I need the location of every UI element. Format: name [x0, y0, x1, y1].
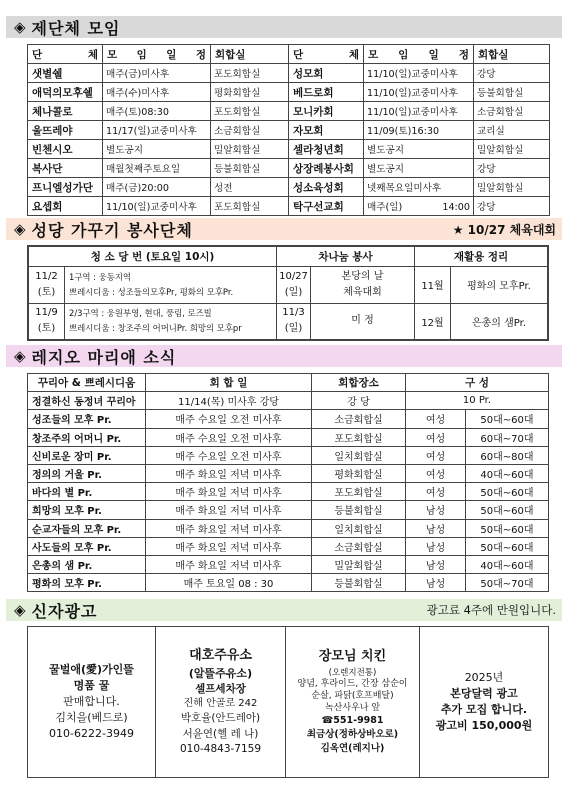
- presidium-name: 평화의 모후 Pr.: [28, 574, 146, 592]
- presidium-line: 쁘레시디움 : 성조들의모후Pr, 평화의 모후Pr.: [69, 286, 234, 297]
- ad-gas-station: 대호주유소 (알뜰주유소) 셀프세차장 진해 안골로 242 박호율(안드레아) 서윤연(헬 레 나) 010-4843-7159: [156, 627, 286, 777]
- detail-line: 미 정: [351, 315, 374, 327]
- group-room: 포도회합실: [211, 102, 289, 121]
- group-schedule: 별도공지: [364, 140, 474, 159]
- presidium-line: 쁘레시디움 : 창조주의 어머니Pr. 희망의 모후pr: [69, 323, 242, 334]
- table-row: [28, 102, 550, 121]
- diamond-bullet-icon: ◈: [14, 17, 26, 36]
- col-header-cleaning: 청 소 당 번 (토요일 10시): [29, 247, 277, 267]
- volunteer-table: [27, 245, 549, 341]
- member-gender: 남성: [406, 501, 466, 519]
- sports-day-note: ★ 10/27 체육대회: [452, 222, 556, 237]
- member-gender: 여성: [406, 446, 466, 464]
- member-age-range: 40대~60대: [466, 555, 549, 573]
- date-line: 11/3: [282, 307, 305, 319]
- meeting-place: 평화회합실: [312, 464, 406, 482]
- group-room: 강당: [474, 64, 550, 83]
- col-header-place: 회합장소: [312, 374, 406, 392]
- detail-line: 체육대회: [343, 286, 382, 298]
- group-name: 체나콜로: [28, 102, 103, 121]
- presidium-name: 창조주의 어머니 Pr.: [28, 428, 146, 446]
- col-header-schedule: 모 임 일 정: [364, 45, 474, 64]
- group-schedule: 매주(금)20:00: [103, 178, 211, 197]
- curia-name: 정결하신 동정녀 꾸리아: [28, 392, 146, 410]
- cleaning-assignment: [65, 267, 277, 304]
- group-name: 울뜨레야: [28, 121, 103, 140]
- curia-meeting: 11/14(목) 미사후 강당: [146, 392, 312, 410]
- group-room: 포도회합실: [211, 64, 289, 83]
- weekday-line: (토): [37, 323, 56, 335]
- date-line: 11/2: [35, 270, 58, 282]
- meeting-time: 매주 화요일 저녁 미사후: [146, 519, 312, 537]
- group-schedule: 매주(토)08:30: [103, 102, 211, 121]
- group-schedule: 11/09(토)16:30: [364, 121, 474, 140]
- group-room: 소금회합실: [211, 121, 289, 140]
- group-room: 밀알회합실: [474, 178, 550, 197]
- group-schedule: 11/17(일)교중미사후: [103, 121, 211, 140]
- car-sharing-date: [277, 303, 311, 340]
- car-sharing-detail: [311, 267, 415, 304]
- group-room: 등불회합실: [211, 159, 289, 178]
- group-schedule: 매주(금)미사후: [103, 64, 211, 83]
- section-header-groups: [6, 16, 562, 38]
- car-sharing-detail: [311, 303, 415, 340]
- meeting-time: 매주 화요일 저녁 미사후: [146, 537, 312, 555]
- curia-place: 강 당: [312, 392, 406, 410]
- recycling-presidium: 은총의 샘Pr.: [451, 303, 548, 340]
- table-row: [28, 410, 549, 428]
- col-header-group: 단 체: [289, 45, 364, 64]
- col-header-schedule: 모 임 일 정: [103, 45, 211, 64]
- ads-box: [27, 626, 549, 778]
- group-room: 강당: [474, 159, 550, 178]
- member-gender: 남성: [406, 519, 466, 537]
- date-line: 11/9: [35, 307, 58, 319]
- col-header-room: 회합실: [474, 45, 550, 64]
- member-gender: 남성: [406, 555, 466, 573]
- recycling-presidium: 평화의 모후Pr.: [451, 267, 548, 304]
- col-header-presidium: 꾸리아 & 쁘레시디움: [28, 374, 146, 392]
- presidium-name: 순교자들의 모후 Pr.: [28, 519, 146, 537]
- member-age-range: 40대~60대: [466, 464, 549, 482]
- district-line: 1구역 : 웅동지역: [69, 271, 132, 282]
- group-name: 자모회: [289, 121, 364, 140]
- meeting-time: 매주 수요일 오전 미사후: [146, 410, 312, 428]
- col-header-recycling: 재활용 정리: [415, 247, 548, 267]
- table-row: [28, 64, 550, 83]
- table-header-row: [28, 45, 550, 64]
- meeting-place: 일치회합실: [312, 446, 406, 464]
- group-name: 빈첸시오: [28, 140, 103, 159]
- table-row: [28, 178, 550, 197]
- cleaning-date: [29, 267, 65, 304]
- table-row: [28, 140, 550, 159]
- section-header-volunteer: [6, 218, 562, 240]
- meeting-place: 일치회합실: [312, 519, 406, 537]
- ad-honey: 꿀벌애(愛)가인뜰 명품 꿀 판매합니다. 김치을(베드로) 010-6222-3949: [28, 627, 156, 777]
- groups-table: [27, 44, 550, 216]
- group-room: 성전: [211, 178, 289, 197]
- section-title: 신자광고: [31, 601, 98, 621]
- group-room: 교리실: [474, 121, 550, 140]
- group-room: 밀알회합실: [211, 140, 289, 159]
- group-name: 성소육성회: [289, 178, 364, 197]
- member-gender: 남성: [406, 537, 466, 555]
- meeting-place: 소금회합실: [312, 537, 406, 555]
- group-room: 등불회합실: [474, 83, 550, 102]
- table-row-curia: [28, 392, 549, 410]
- presidium-name: 정의의 거울 Pr.: [28, 464, 146, 482]
- member-age-range: 50대~60대: [466, 501, 549, 519]
- meeting-time: 매주 화요일 저녁 미사후: [146, 464, 312, 482]
- col-header-meeting: 회 합 일: [146, 374, 312, 392]
- group-schedule: 매주(수)미사후: [103, 83, 211, 102]
- ad-calendar: 2025년 본당달력 광고 추가 모집 합니다. 광고비 150,000원: [435, 671, 533, 732]
- table-row: [28, 83, 550, 102]
- group-name: 성모회: [289, 64, 364, 83]
- table-row: [29, 303, 548, 340]
- group-name: 샛별쉘: [28, 64, 103, 83]
- group-room: 평화회합실: [211, 83, 289, 102]
- member-age-range: 60대~70대: [466, 428, 549, 446]
- member-age-range: 50대~60대: [466, 410, 549, 428]
- meeting-time: 매주 토요일 08 : 30: [146, 574, 312, 592]
- group-schedule: 넷째목요일미사후: [364, 178, 474, 197]
- table-row: [28, 501, 549, 519]
- cleaning-date: [29, 303, 65, 340]
- member-gender: 여성: [406, 483, 466, 501]
- table-row: [28, 121, 550, 140]
- table-row: [28, 159, 550, 178]
- col-header-room: 회합실: [211, 45, 289, 64]
- group-room: 강당: [474, 197, 550, 216]
- group-name: 요셉회: [28, 197, 103, 216]
- meeting-place: 포도회합실: [312, 483, 406, 501]
- meeting-time: 매주 화요일 저녁 미사후: [146, 483, 312, 501]
- group-schedule: 11/10(일)교중미사후: [364, 102, 474, 121]
- meeting-place: 등불회합실: [312, 574, 406, 592]
- detail-line: 본당의 날: [341, 270, 384, 282]
- curia-composition: 10 Pr.: [406, 392, 549, 410]
- meeting-place: 포도회합실: [312, 428, 406, 446]
- meeting-place: 소금회합실: [312, 410, 406, 428]
- group-schedule: 매주(일) 14:00: [364, 197, 474, 216]
- section-title: 레지오 마리애 소식: [31, 347, 177, 367]
- car-sharing-date: [277, 267, 311, 304]
- member-gender: 여성: [406, 428, 466, 446]
- member-age-range: 50대~60대: [466, 537, 549, 555]
- table-row: [28, 464, 549, 482]
- table-row: [28, 555, 549, 573]
- meeting-time: 매주 화요일 저녁 미사후: [146, 555, 312, 573]
- section-header-ads: [6, 599, 562, 621]
- table-row: [29, 267, 548, 304]
- diamond-bullet-icon: ◈: [14, 600, 26, 619]
- group-schedule: 별도공지: [103, 140, 211, 159]
- diamond-bullet-icon: ◈: [14, 346, 26, 365]
- diamond-bullet-icon: ◈: [14, 219, 26, 238]
- section-header-legio: [6, 345, 562, 367]
- member-age-range: 60대~80대: [466, 446, 549, 464]
- col-header-composition: 구 성: [406, 374, 549, 392]
- group-schedule: 11/10(일)교중미사후: [364, 83, 474, 102]
- ad-fee-note: 광고료 4주에 만원입니다.: [426, 603, 556, 617]
- meeting-time: 매주 수요일 오전 미사후: [146, 446, 312, 464]
- group-name: 프니엘성가단: [28, 178, 103, 197]
- recycling-month: 11월: [415, 267, 451, 304]
- meeting-place: 밀알회합실: [312, 555, 406, 573]
- presidium-name: 바다의 별 Pr.: [28, 483, 146, 501]
- group-name: 애덕의모후쉘: [28, 83, 103, 102]
- group-room: 소금회합실: [474, 102, 550, 121]
- group-name: 탁구선교회: [289, 197, 364, 216]
- meeting-time: 매주 화요일 저녁 미사후: [146, 501, 312, 519]
- table-header-row: [28, 374, 549, 392]
- member-gender: 여성: [406, 464, 466, 482]
- presidium-name: 희망의 모후 Pr.: [28, 501, 146, 519]
- group-room: 밀알회합실: [474, 140, 550, 159]
- member-gender: 여성: [406, 410, 466, 428]
- cleaning-assignment: [65, 303, 277, 340]
- date-line: 10/27: [279, 270, 308, 282]
- weekday-line: (일): [284, 286, 303, 298]
- group-name: 상장례봉사회: [289, 159, 364, 178]
- group-name: 셀라청년회: [289, 140, 364, 159]
- presidium-name: 성조들의 모후 Pr.: [28, 410, 146, 428]
- member-age-range: 50대~70대: [466, 574, 549, 592]
- section-title: 제단체 모임: [31, 18, 121, 38]
- group-name: 베드로회: [289, 83, 364, 102]
- member-age-range: 50대~60대: [466, 519, 549, 537]
- table-row: [28, 483, 549, 501]
- col-header-car-sharing: 차나눔 봉사: [277, 247, 415, 267]
- ad-chicken: 장모님 치킨 (오렌지전통) 양념, 후라이드, 간장 삼순이 순살, 파닭(호프배달) 녹산사우나 앞 ☎551-9981 최금상(정하상바오로) 김옥연(레지나): [286, 627, 420, 777]
- group-schedule: 매월첫째주토요일: [103, 159, 211, 178]
- meeting-place: 등불회합실: [312, 501, 406, 519]
- table-row: [28, 574, 549, 592]
- meeting-time: 매주 수요일 오전 미사후: [146, 428, 312, 446]
- group-schedule: 11/10(일)교중미사후: [103, 197, 211, 216]
- section-title: 성당 가꾸기 봉사단체: [31, 220, 193, 240]
- group-schedule: 별도공지: [364, 159, 474, 178]
- recycling-month: 12월: [415, 303, 451, 340]
- member-age-range: 50대~60대: [466, 483, 549, 501]
- presidium-name: 사도들의 모후 Pr.: [28, 537, 146, 555]
- weekday-line: (토): [37, 286, 56, 298]
- table-row: [28, 537, 549, 555]
- table-row: [28, 197, 550, 216]
- district-line: 2/3구역 : 웅원부영, 현대, 풍림, 로즈빌: [69, 308, 212, 319]
- group-room: 포도회합실: [211, 197, 289, 216]
- table-row: [28, 428, 549, 446]
- table-row: [28, 519, 549, 537]
- group-schedule: 11/10(일)교중미사후: [364, 64, 474, 83]
- legio-table: [27, 373, 549, 592]
- table-row: [28, 446, 549, 464]
- weekday-line: (일): [284, 323, 303, 335]
- group-name: 복사단: [28, 159, 103, 178]
- member-gender: 남성: [406, 574, 466, 592]
- presidium-name: 은총의 샘 Pr.: [28, 555, 146, 573]
- presidium-name: 신비로운 장미 Pr.: [28, 446, 146, 464]
- group-name: 모니카회: [289, 102, 364, 121]
- col-header-group: 단 체: [28, 45, 103, 64]
